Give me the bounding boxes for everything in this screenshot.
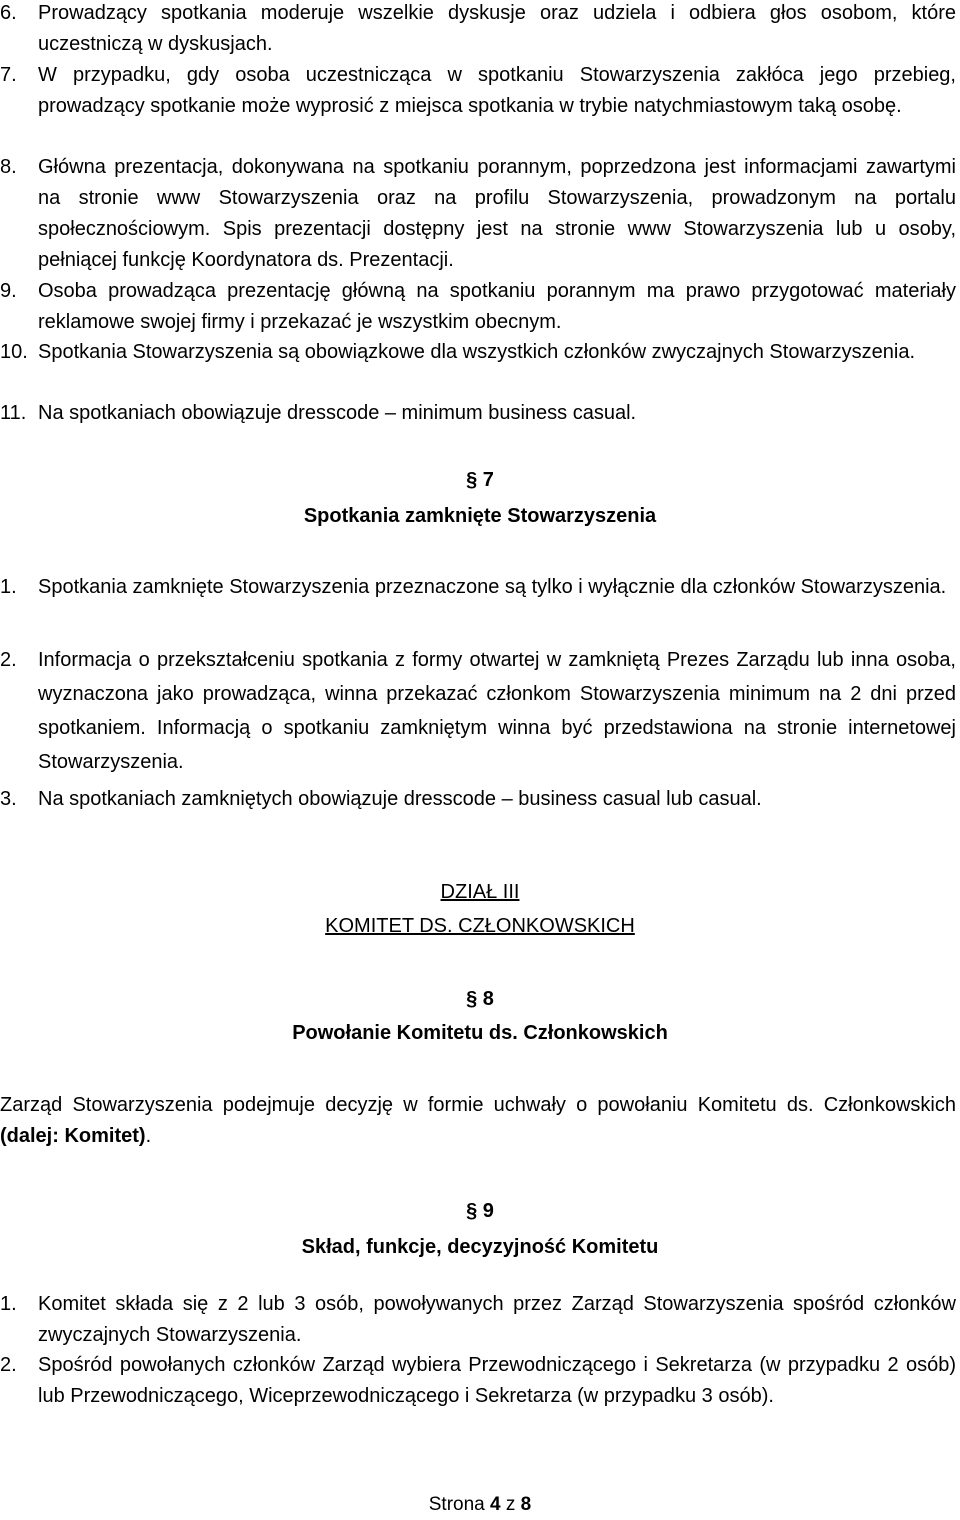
footer-total-pages: 8 [520,1494,532,1515]
list-item-text: Spotkania Stowarzyszenia są obowiązkowe dla wszystkich członków zwyczajnych Stowarzyszenia. [38,341,916,363]
list-item [0,784,956,815]
list-item-text: Informacja o przekształceniu spotkania z formy otwartej w zamkniętą Prezes Zarządu lub inna osoba, wyznaczona jako prowadząca, winna przekazać członkom Stowarzyszenia minimum na 2 dni przed spotkaniem. Informacją o spotkaniu zamkniętym winna być przedstawiona na stronie internetowej Stowarzyszenia. [38,649,956,773]
footer-separator: z [505,1494,516,1515]
section-heading: § 8 [466,988,494,1010]
list-item [0,0,956,60]
list-item-text: Prowadzący spotkania moderuje wszelkie dyskusje oraz udziela i odbiera głos osobom, które uczestniczą w dyskusjach. [38,2,956,55]
section-heading: § 9 [466,1200,494,1222]
list-item-number: 3. [0,788,17,810]
footer-prefix: Strona [428,1494,485,1515]
list-item-text: W przypadku, gdy osoba uczestnicząca w spotkaniu Stowarzyszenia zakłóca jego przebieg, prowadzący spotkanie może wyprosić z miejsca spotkania w trybie natychmiastowym taką osobę. [38,64,956,117]
list-item [0,643,956,779]
list-item-number: 1. [0,576,17,598]
list-item [0,60,956,122]
list-item [0,1289,956,1351]
section-paragraph [0,1090,956,1152]
division-title: KOMITET DS. CZŁONKOWSKICH [325,915,635,937]
list-item-text: Osoba prowadząca prezentację główną na spotkaniu porannym ma prawo przygotować materiały reklamowe swojej firmy i przekazać je wszystkim obecnym. [38,280,956,333]
list-item [0,572,956,603]
list-item [0,152,956,276]
paragraph-end: . [145,1125,152,1147]
division-label: DZIAŁ III [440,881,520,903]
list-item-text: Spośród powołanych członków Zarząd wybiera Przewodniczącego i Sekretarza (w przypadku 2 osób) lub Przewodniczącego, Wiceprzewodniczącego i Sekretarza (w przypadku 3 osób). [38,1354,956,1407]
section-heading: § 7 [466,469,494,491]
list-item-text: Na spotkaniach obowiązuje dresscode – minimum business casual. [38,402,637,424]
list-item-text: Główna prezentacja, dokonywana na spotkaniu porannym, poprzedzona jest informacjami zawartymi na stronie www Stowarzyszenia oraz na profilu Stowarzyszenia, prowadzonym na portalu społecznościowym. Spis prezentacji dostępny jest na stronie www Stowarzyszenia lub u osoby, pełniącej funkcję Koordynatora ds. Prezentacji. [38,156,956,271]
paragraph-bold-text: (dalej: Komitet) [0,1125,146,1147]
list-item-number: 2. [0,649,17,671]
list-item [0,398,956,429]
list-item-number: 10. [0,341,28,363]
list-item [0,276,956,338]
list-item-number: 1. [0,1293,17,1315]
list-item [0,337,956,368]
list-item [0,1350,956,1412]
section-title: Spotkania zamknięte Stowarzyszenia [303,505,657,527]
list-item-number: 6. [0,2,17,24]
list-item-number: 2. [0,1354,17,1376]
list-item-text: Spotkania zamknięte Stowarzyszenia przeznaczone są tylko i wyłącznie dla członków Stowarzyszenia. [38,576,947,598]
paragraph-text: Zarząd Stowarzyszenia podejmuje decyzję w formie uchwały o powołaniu Komitetu ds. Członkowskich [0,1094,956,1116]
page-footer [0,1489,960,1520]
list-item-number: 8. [0,156,17,178]
section-title: Skład, funkcje, decyzyjność Komitetu [301,1236,659,1258]
footer-current-page: 4 [490,1494,501,1515]
list-item-text: Komitet składa się z 2 lub 3 osób, powoływanych przez Zarząd Stowarzyszenia spośród członków zwyczajnych Stowarzyszenia. [38,1293,956,1346]
section-title: Powołanie Komitetu ds. Członkowskich [292,1022,668,1044]
list-item-text: Na spotkaniach zamkniętych obowiązuje dresscode – business casual lub casual. [38,788,762,810]
list-item-number: 11. [0,402,27,424]
list-item-number: 7. [0,64,17,86]
list-item-number: 9. [0,280,17,302]
